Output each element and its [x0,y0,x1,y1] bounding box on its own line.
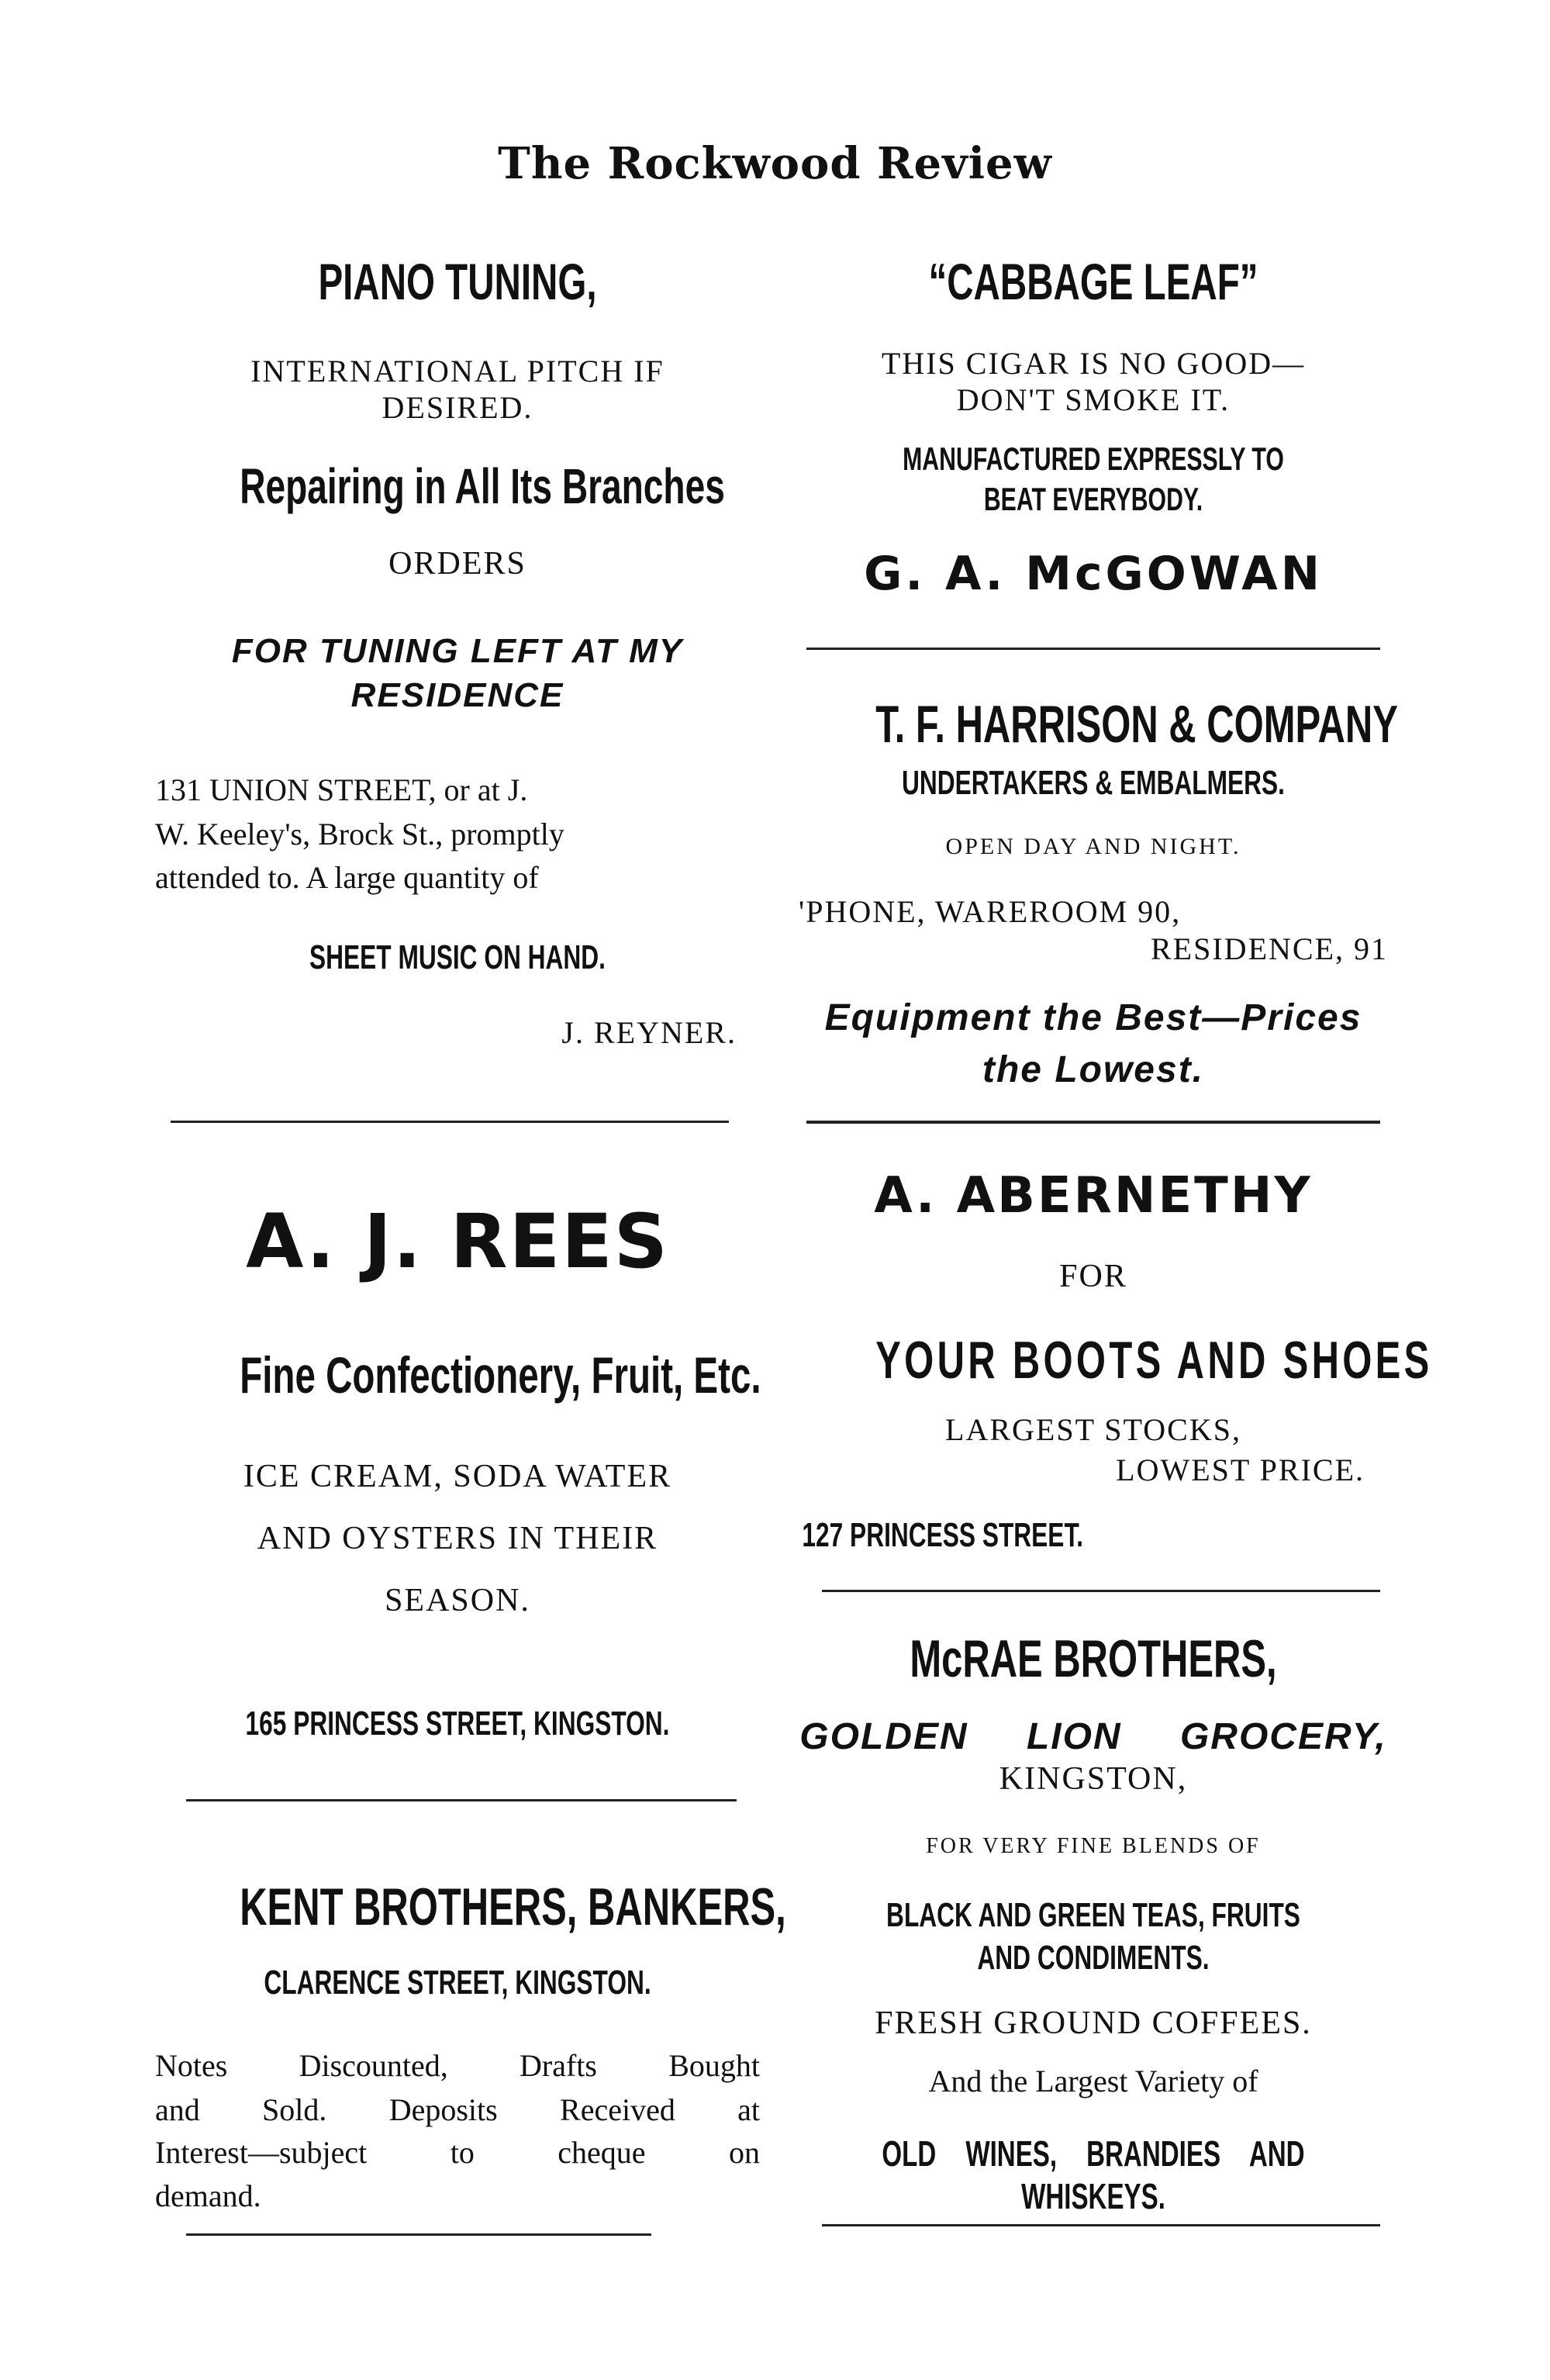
kent-notes-line2: and Sold. Deposits Received at [155,2092,760,2127]
divider [806,1121,1380,1124]
mcrae-city: KINGSTON, [999,1761,1188,1797]
mcrae-wines-line1: OLD WINES, BRANDIES AND [882,2133,1305,2174]
divider [186,2233,651,2236]
cabbage-cigar-line1: THIS CIGAR IS NO GOOD— [881,346,1306,381]
divider [822,1590,1380,1592]
kent-notes-line1: Notes Discounted, Drafts Bought [155,2048,760,2083]
right-column [791,0,1433,2380]
cabbage-mfg-line1: MANUFACTURED EXPRESSLY TO [903,440,1284,477]
cabbage-title: “CABBAGE LEAF” [928,253,1258,310]
mcrae-teas-line1: BLACK AND GREEN TEAS, FRUITS [886,1896,1300,1934]
cabbage-mfg-line2: BEAT EVERYBODY. [983,481,1203,517]
piano-signature: J. REYNER. [561,1015,737,1050]
harrison-equip-line2: the Lowest. [982,1049,1205,1090]
page-header: The Rockwood Review [498,138,1052,189]
piano-tuning-line1: FOR TUNING LEFT AT MY [231,632,684,670]
piano-title: PIANO TUNING, [318,253,597,310]
divider [171,1121,729,1123]
mcrae-blends: FOR VERY FINE BLENDS OF [926,1834,1261,1858]
piano-intl-line1: INTERNATIONAL PITCH IF [250,354,665,389]
harrison-equip-line1: Equipment the Best—Prices [824,997,1362,1038]
mcrae-grocery: GOLDEN LION GROCERY, [799,1716,1387,1757]
cabbage-cigar-line2: DON'T SMOKE IT. [956,382,1231,417]
kent-notes-line3: Interest—subject to cheque on [155,2135,760,2170]
mcrae-title: McRAE BROTHERS, [910,1629,1277,1688]
rees-address: 165 PRINCESS STREET, KINGSTON. [245,1705,670,1743]
kent-notes-line4: demand. [155,2178,261,2213]
mcrae-coffees: FRESH GROUND COFFEES. [875,2005,1312,2041]
mcrae-teas-line2: AND CONDIMENTS. [977,1939,1210,1977]
piano-repairing: Repairing in All Its Branches [240,458,725,514]
harrison-subtitle: UNDERTAKERS & EMBALMERS. [902,764,1285,802]
harrison-phone-line1: 'PHONE, WAREROOM 90, [799,894,1182,929]
abernethy-title: A. ABERNETHY [874,1167,1313,1225]
mcrae-variety: And the Largest Variety of [928,2064,1258,2098]
cabbage-name: G. A. McGOWAN [864,547,1323,601]
divider [186,1799,737,1801]
harrison-phone-line2: RESIDENCE, 91 [1151,931,1388,966]
rees-ice-line2: AND OYSTERS IN THEIR [257,1521,658,1556]
abernethy-address: 127 PRINCESS STREET. [802,1516,1084,1554]
rees-subtitle: Fine Confectionery, Fruit, Etc. [240,1346,761,1404]
piano-addr-line1: 131 UNION STREET, or at J. [155,772,528,807]
divider [806,648,1380,650]
piano-tuning-line2: RESIDENCE [350,676,564,714]
abernethy-boots: YOUR BOOTS AND SHOES [875,1331,1433,1390]
rees-ice-line3: SEASON. [385,1583,530,1618]
piano-orders: ORDERS [388,546,526,582]
piano-addr-line3: attended to. A large quantity of [155,860,539,895]
abernethy-for: FOR [1059,1259,1127,1294]
piano-sheet-music: SHEET MUSIC ON HAND. [309,938,606,976]
piano-addr-line2: W. Keeley's, Brock St., promptly [155,817,564,851]
abernethy-stocks-line1: LARGEST STOCKS, [945,1412,1241,1447]
mcrae-wines-line2: WHISKEYS. [1021,2176,1165,2216]
rees-title: A. J. REES [246,1198,669,1285]
abernethy-stocks-line2: LOWEST PRICE. [1116,1453,1365,1487]
harrison-open: OPEN DAY AND NIGHT. [945,834,1241,859]
divider [822,2224,1380,2226]
harrison-title: T. F. HARRISON & COMPANY [875,695,1398,754]
piano-intl-line2: DESIRED. [381,390,533,425]
kent-address: CLARENCE STREET, KINGSTON. [264,1964,651,2002]
rees-ice-line1: ICE CREAM, SODA WATER [243,1459,672,1494]
kent-title: KENT BROTHERS, BANKERS, [240,1877,786,1936]
